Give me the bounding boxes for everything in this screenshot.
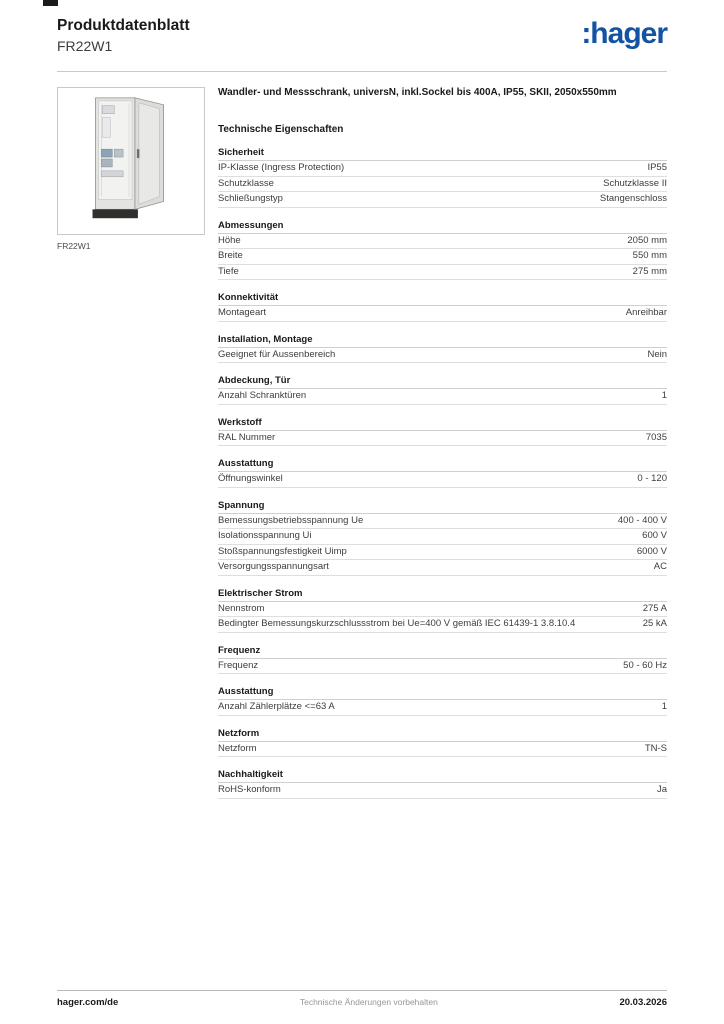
spec-section [218, 455, 667, 488]
spec-section-title: Abdeckung, Tür [218, 372, 667, 389]
spec-label: Tiefe [218, 265, 239, 277]
footer-disclaimer: Technische Änderungen vorbehalten [299, 997, 438, 1007]
spec-section [218, 217, 667, 281]
spec-label: Nennstrom [218, 602, 265, 614]
spec-row [218, 265, 667, 281]
spec-label: Bedingter Bemessungskurzschlussstrom bei Ue=400 V gemäß IEC 61439-1 3.8.10.4 [218, 618, 576, 629]
spec-value: Ja [656, 784, 667, 795]
spec-row [218, 177, 667, 193]
spec-section-title: Spannung [218, 497, 667, 514]
footer-date: 20.03.2026 [619, 997, 667, 1008]
spec-row [218, 617, 667, 633]
spec-value: Stangenschloss [599, 193, 667, 204]
spec-label: Isolationsspannung Ui [218, 530, 312, 541]
spec-section-title: Werkstoff [218, 414, 667, 431]
document-title: Produktdatenblatt [57, 17, 190, 34]
spec-label: Anzahl Zählerplätze <=63 A [218, 701, 335, 712]
product-reference: FR22W1 [57, 38, 113, 54]
spec-value: AC [653, 561, 667, 572]
spec-label: Anzahl Schranktüren [218, 390, 307, 401]
spec-value: Schutzklasse II [603, 177, 667, 189]
print-crop-mark [43, 0, 58, 6]
spec-section-title: Netzform [218, 725, 667, 742]
spec-row [218, 783, 667, 799]
spec-row [218, 472, 667, 488]
product-title: Wandler- und Messschrank, universN, inkl.Sockel bis 400A, IP55, SKII, 2050x550mm [218, 87, 617, 98]
product-image-column [57, 87, 205, 799]
spec-section [218, 144, 667, 208]
spec-section [218, 331, 667, 364]
spec-section-title: Sicherheit [218, 144, 667, 161]
spec-value: IP55 [647, 162, 667, 173]
spec-row [218, 348, 667, 364]
spec-value: 25 kA [642, 618, 667, 629]
spec-section [218, 372, 667, 405]
spec-value: 600 V [642, 530, 667, 541]
spec-section-title: Installation, Montage [218, 331, 667, 348]
spec-value: 2050 mm [627, 234, 667, 246]
spec-section-title: Frequenz [218, 642, 667, 659]
spec-label: Montageart [218, 307, 267, 318]
spec-label: Höhe [218, 234, 241, 246]
spec-value: 1 [661, 390, 667, 401]
spec-section [218, 497, 667, 576]
spec-row [218, 602, 667, 618]
page-header [0, 0, 724, 55]
spec-label: Schließungstyp [218, 193, 283, 204]
spec-label: Breite [218, 250, 243, 261]
spec-value: 275 mm [632, 265, 667, 277]
spec-label: Versorgungsspannungsart [218, 561, 329, 572]
spec-value: 550 mm [632, 250, 667, 261]
spec-section [218, 766, 667, 799]
spec-section [218, 683, 667, 716]
product-image-caption: FR22W1 [57, 241, 91, 251]
spec-row [218, 700, 667, 716]
spec-row [218, 659, 667, 675]
spec-row [218, 161, 667, 177]
spec-row [218, 742, 667, 758]
spec-row [218, 234, 667, 250]
spec-section [218, 725, 667, 758]
spec-section-title: Elektrischer Strom [218, 585, 667, 602]
spec-label: Geeignet für Aussenbereich [218, 348, 336, 360]
spec-label: Frequenz [218, 659, 259, 671]
spec-label: IP-Klasse (Ingress Protection) [218, 162, 345, 173]
header-text [57, 16, 190, 55]
footer-website-link: hager.com/de [57, 997, 119, 1008]
hager-logo: :hager [581, 17, 667, 50]
spec-row [218, 560, 667, 576]
spec-row [218, 514, 667, 530]
spec-label: RAL Nummer [218, 431, 276, 443]
spec-label: Stoßspannungsfestigkeit Uimp [218, 545, 347, 557]
spec-row [218, 249, 667, 265]
spec-value: 275 A [642, 602, 667, 614]
spec-section-title: Ausstattung [218, 455, 667, 472]
content-area [0, 72, 724, 799]
tech-properties-heading: Technische Eigenschaften [218, 124, 344, 135]
spec-value: 400 - 400 V [617, 514, 667, 526]
spec-section [218, 289, 667, 322]
spec-row [218, 192, 667, 208]
spec-section [218, 414, 667, 447]
spec-sections [218, 144, 667, 799]
spec-row [218, 306, 667, 322]
spec-value: 6000 V [636, 545, 667, 557]
spec-row [218, 431, 667, 447]
product-image-frame [57, 87, 205, 235]
spec-value: 7035 [645, 431, 667, 443]
spec-label: Bemessungsbetriebsspannung Ue [218, 514, 364, 526]
spec-section-title: Konnektivität [218, 289, 667, 306]
spec-value: 1 [661, 701, 667, 712]
page-footer [57, 990, 667, 1008]
product-image-cabinet [58, 88, 204, 234]
specs-column [218, 87, 667, 799]
spec-label: RoHS-konform [218, 784, 281, 795]
spec-value: Anreihbar [625, 307, 667, 318]
spec-value: TN-S [644, 742, 667, 754]
spec-section-title: Ausstattung [218, 683, 667, 700]
spec-value: 50 - 60 Hz [623, 659, 667, 671]
spec-section [218, 642, 667, 675]
spec-value: 0 - 120 [637, 473, 667, 484]
spec-row [218, 529, 667, 545]
spec-value: Nein [647, 348, 667, 360]
spec-section-title: Nachhaltigkeit [218, 766, 667, 783]
spec-section [218, 585, 667, 633]
spec-label: Öffnungswinkel [218, 473, 283, 484]
spec-label: Netzform [218, 742, 257, 754]
spec-label: Schutzklasse [218, 177, 274, 189]
spec-section-title: Abmessungen [218, 217, 667, 234]
spec-row [218, 545, 667, 561]
spec-row [218, 389, 667, 405]
